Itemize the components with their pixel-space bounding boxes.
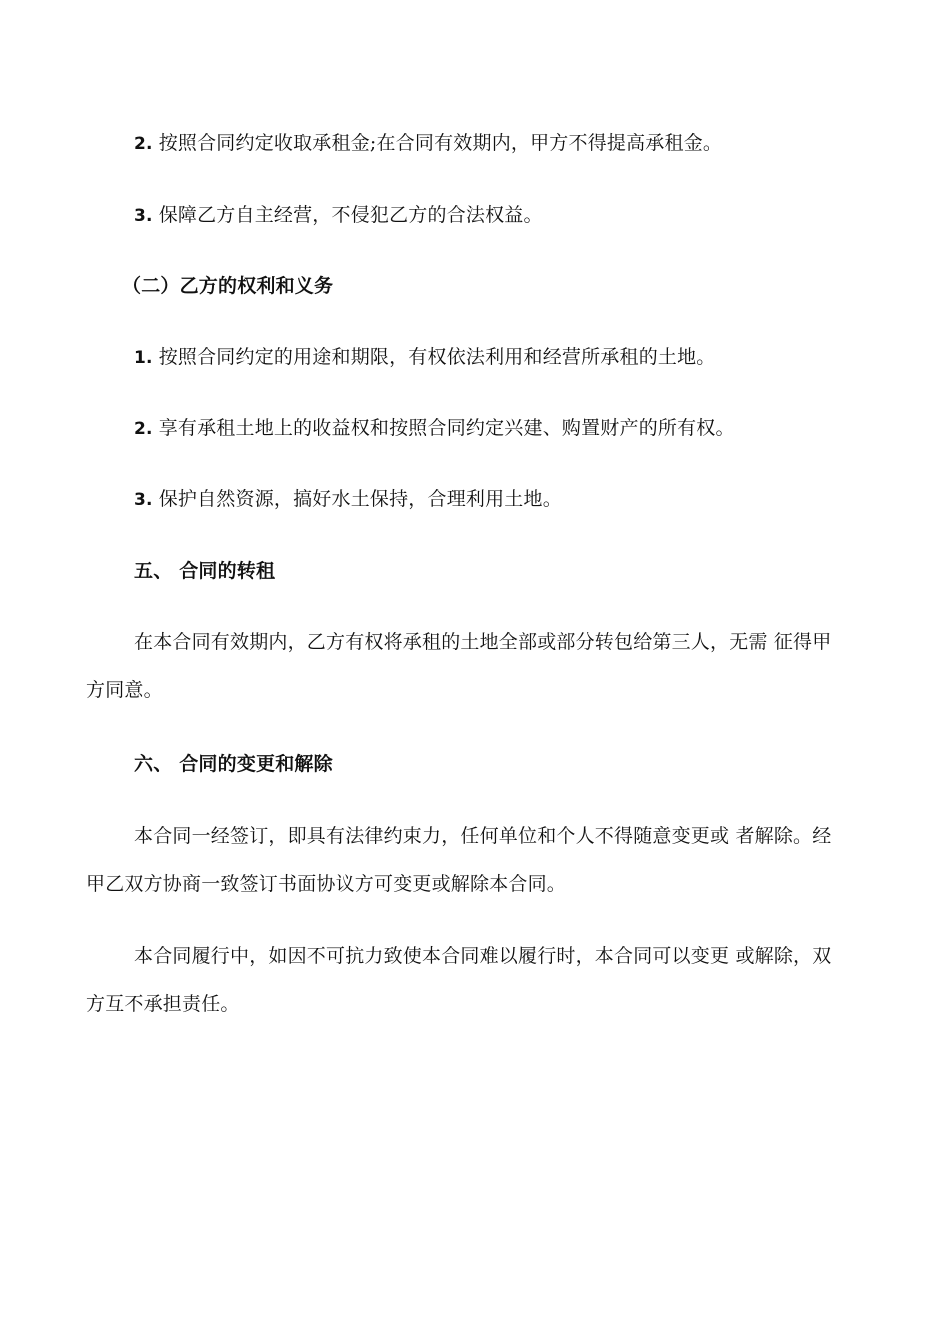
list-item-a3 — [134, 203, 543, 228]
paragraph-force-majeure-line-2: 方互不承担责任。 — [86, 993, 240, 1015]
list-item-text: 保障乙方自主经营，不侵犯乙方的合法权益。 — [158, 204, 543, 226]
list-item-a2 — [134, 131, 722, 156]
list-item-text: 按照合同约定的用途和期限，有权依法利用和经营所承租的土地。 — [158, 346, 716, 368]
paragraph-change-line-1: 本合同一经签订，即具有法律约束力，任何单位和个人不得随意变更或 者解除。经 — [134, 825, 832, 847]
list-item-b2 — [134, 416, 735, 441]
list-item-text: 享有承租土地上的收益权和按照合同约定兴建、购置财产的所有权。 — [158, 417, 735, 439]
paragraph-sublease-line-2: 方同意。 — [86, 679, 163, 701]
list-item-text: 按照合同约定收取承租金;在合同有效期内，甲方不得提高承租金。 — [158, 132, 723, 154]
section-heading-party-b: （二）乙方的权利和义务 — [122, 275, 334, 297]
list-item-number: 3. — [134, 206, 153, 226]
list-item-number: 3. — [134, 490, 153, 510]
list-item-number: 2. — [134, 419, 153, 439]
paragraph-sublease-line-1: 在本合同有效期内，乙方有权将承租的土地全部或部分转包给第三人，无需 征得甲 — [134, 631, 832, 653]
list-item-number: 2. — [134, 134, 153, 154]
paragraph-force-majeure-line-1: 本合同履行中，如因不可抗力致使本合同难以履行时，本合同可以变更 或解除，双 — [134, 945, 832, 967]
paragraph-change-line-2: 甲乙双方协商一致签订书面协议方可变更或解除本合同。 — [86, 873, 567, 895]
section-heading-sublease: 五、 合同的转租 — [134, 560, 276, 582]
section-heading-change-termination: 六、 合同的变更和解除 — [134, 753, 333, 775]
list-item-b3 — [134, 487, 562, 512]
list-item-b1 — [134, 345, 716, 370]
list-item-text: 保护自然资源，搞好水土保持，合理利用土地。 — [158, 488, 562, 510]
list-item-number: 1. — [134, 348, 153, 368]
